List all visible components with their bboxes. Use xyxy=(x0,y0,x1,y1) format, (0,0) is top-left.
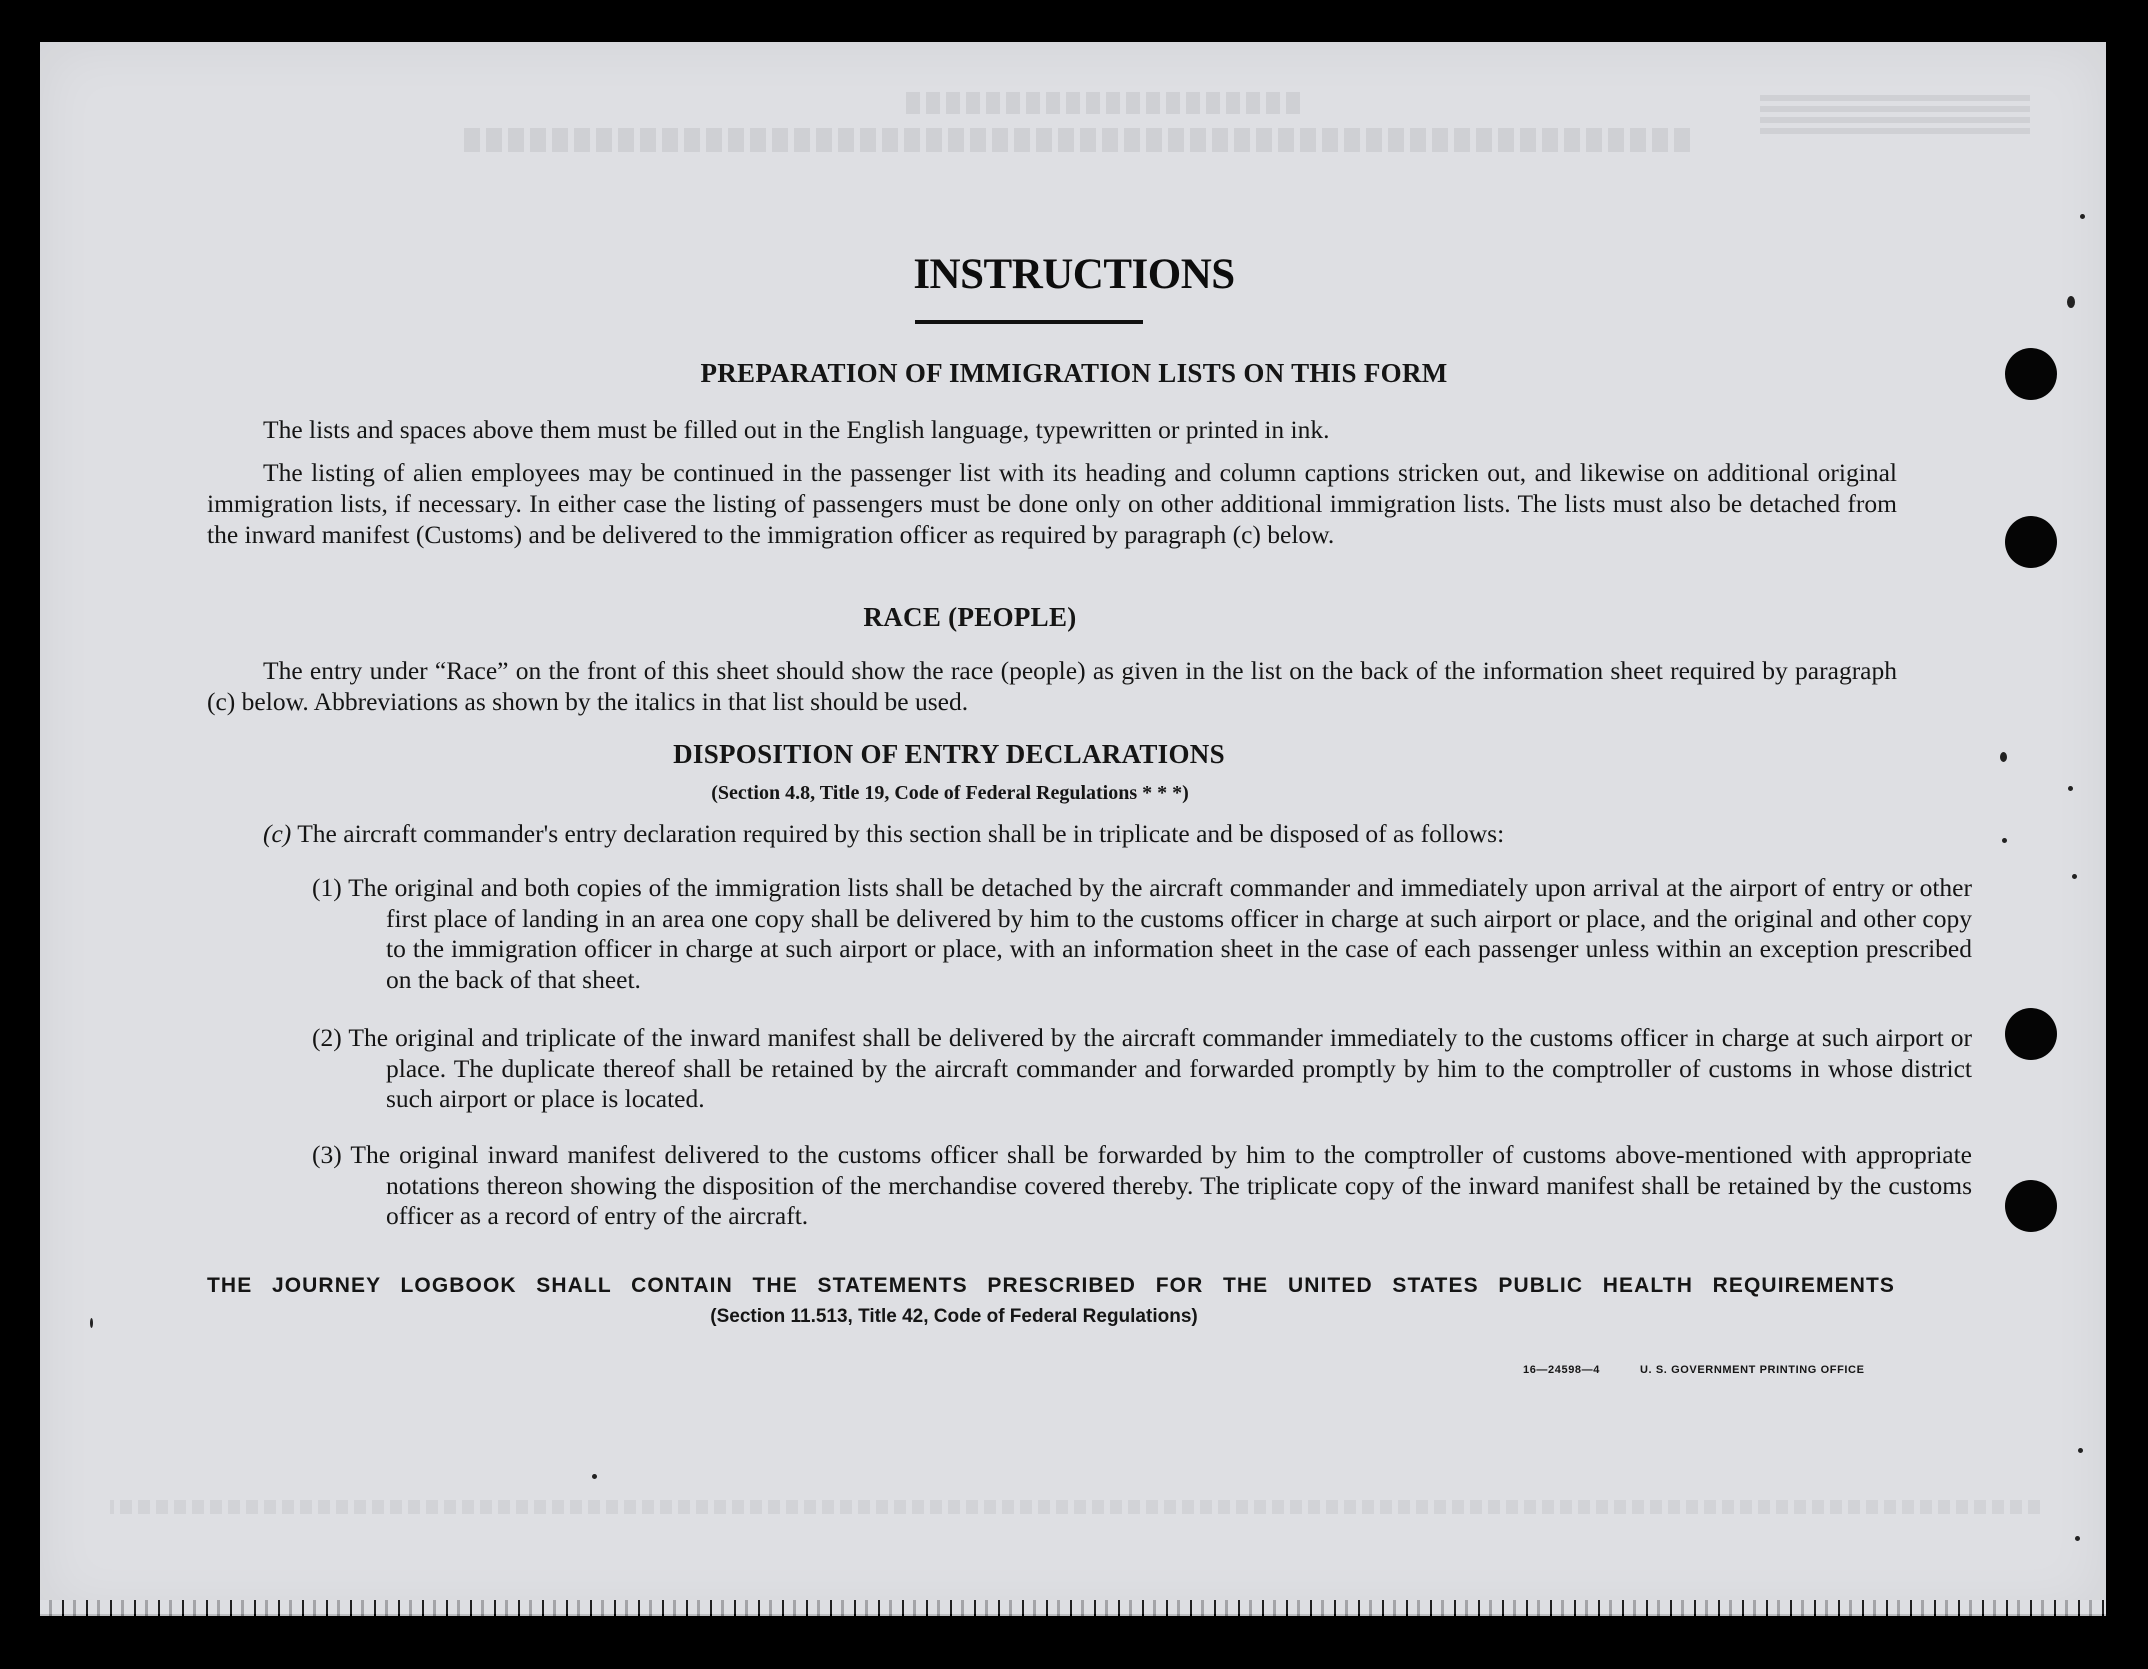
list-item xyxy=(312,873,1972,995)
speck xyxy=(2002,838,2007,843)
printer-imprint: U. S. GOVERNMENT PRINTING OFFICE xyxy=(1640,1364,1865,1376)
list-item-text: The original inward manifest delivered to the customs officer shall be forwarded by him to the comptroller of customs above-mentioned with appropriate notations thereon showing the disposition of the merchandise covered thereby. The triplicate copy of the inward manifest shall be retained by the customs officer as a record of entry of the aircraft. xyxy=(350,1140,1972,1230)
list-item xyxy=(312,1140,1972,1232)
public-health-statement: THE JOURNEY LOGBOOK SHALL CONTAIN THE STATEMENTS PRESCRIBED FOR THE UNITED STATES PUBLIC HEALTH REQUIREMENTS xyxy=(207,1274,1895,1297)
paragraph-english-language: The lists and spaces above them must be filled out in the English language, typewritten or printed in ink. xyxy=(263,415,1330,444)
list-item-text: The original and triplicate of the inward manifest shall be delivered by the aircraft commander immediately to the customs officer in charge at such airport or place. The duplicate thereof shall be retained by the aircraft commander and forwarded promptly by him to the comptroller of customs in whose district such airport or place is located. xyxy=(348,1023,1972,1113)
section-heading-disposition: DISPOSITION OF ENTRY DECLARATIONS xyxy=(673,739,1225,769)
speck xyxy=(2068,786,2073,791)
paragraph-race-entry: The entry under “Race” on the front of this sheet should show the race (people) as given in the list on the back of the information sheet required by paragraph (c) below. Abbreviations as shown by the italics in that list should be used. xyxy=(207,656,1897,716)
punch-hole xyxy=(2005,1180,2057,1232)
list-item-text: The original and both copies of the immigration lists shall be detached by the aircraft commander and immediately upon arrival at the airport of entry or other first place of landing in an area one copy shall be delivered by him to the customs officer in charge at such airport or place, and the original and other copy to the immigration officer in charge at such airport or place, with an information sheet in the case of each passenger unless within an exception prescribed on the back of that sheet. xyxy=(348,873,1972,994)
form-number: 16—24598—4 xyxy=(1523,1364,1600,1376)
section-heading-race: RACE (PEOPLE) xyxy=(863,602,1077,632)
speck xyxy=(2072,874,2077,879)
speck xyxy=(2080,214,2085,219)
bleed-through-mark xyxy=(460,128,1690,152)
page-title: INSTRUCTIONS xyxy=(913,251,1235,298)
punch-hole xyxy=(2005,516,2057,568)
speck xyxy=(592,1474,597,1479)
paragraph-alien-employees: The listing of alien employees may be continued in the passenger list with its heading and column captions stricken out, and likewise on additional original immigration lists, if necessary. In either case the listing of passengers must be done only on other additional immigration lists. The lists must also be detached from the inward manifest (Customs) and be delivered to the immigration officer as required by paragraph (c) below. xyxy=(207,458,1897,549)
list-item-marker: (2) xyxy=(312,1023,342,1052)
bleed-through-mark xyxy=(110,1500,2040,1514)
paragraph-c-text: The aircraft commander's entry declaration required by this section shall be in triplicate and be disposed of as follows: xyxy=(297,819,1505,848)
title-underline xyxy=(915,320,1143,324)
section-heading-preparation: PREPARATION OF IMMIGRATION LISTS ON THIS FORM xyxy=(700,358,1448,388)
punch-hole xyxy=(2005,1008,2057,1060)
paragraph-c xyxy=(263,818,1903,849)
footer-citation: (Section 11.513, Title 42, Code of Federal Regulations) xyxy=(710,1306,1198,1327)
speck xyxy=(2078,1448,2083,1453)
section-citation: (Section 4.8, Title 19, Code of Federal Regulations * * *) xyxy=(711,782,1189,804)
list-item-marker: (1) xyxy=(312,873,342,902)
list-item xyxy=(312,1023,1972,1115)
bleed-through-mark xyxy=(1760,95,2030,135)
bleed-through-mark xyxy=(900,92,1300,114)
paragraph-c-marker: (c) xyxy=(263,819,292,848)
list-item-marker: (3) xyxy=(312,1140,342,1169)
torn-bottom-edge xyxy=(40,1600,2106,1616)
speck xyxy=(2075,1536,2080,1541)
